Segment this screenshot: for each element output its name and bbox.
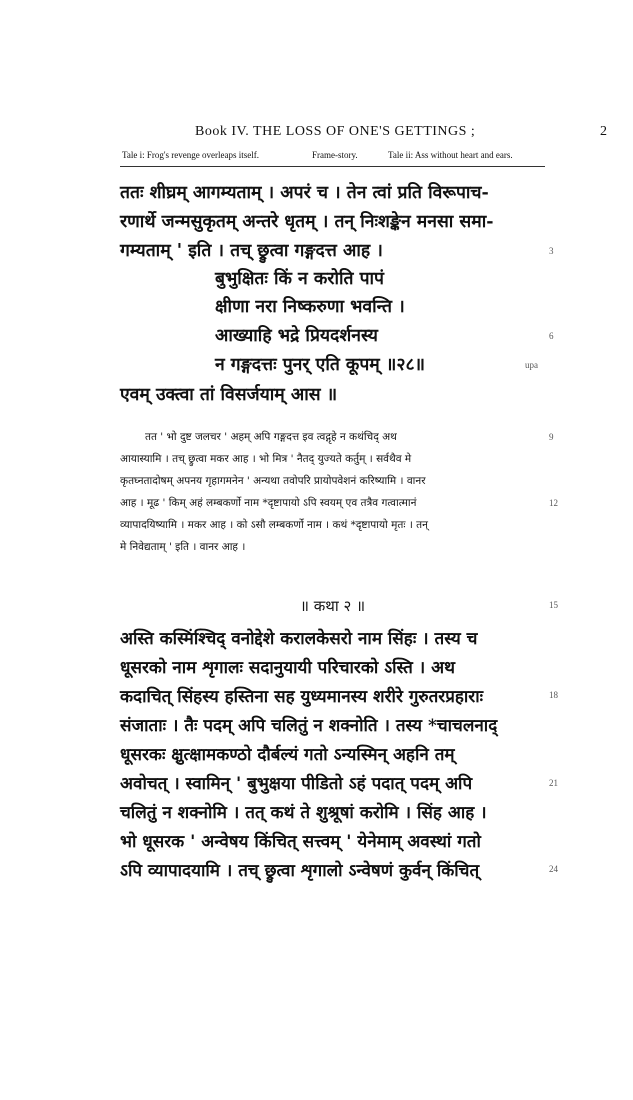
page-number: 2 [600, 124, 607, 139]
story-line: अस्ति कस्मिंश्चिद् वनोद्देशे करालकेसरो नाम सिंहः । तस्य च [120, 629, 478, 649]
line-number: 18 [549, 690, 558, 700]
story-line: संजाताः । तैः पदम् अपि चलितुं न शक्नोति । तस्य *चाचलनाद् [120, 716, 498, 736]
line-number: 9 [549, 432, 554, 442]
line-number: 6 [549, 331, 554, 341]
small-text-line: व्यापादयिष्यामि । मकर आह । को ऽसौ लम्बकर्णो नाम । कथं *दृष्टापायो मृतः । तन् [120, 519, 428, 531]
text-line: एवम् उक्त्वा तां विसर्जयाम् आस ॥ [120, 385, 338, 405]
line-number: 3 [549, 246, 554, 256]
story-line: धूसरको नाम शृगालः सदानुयायी परिचारको ऽस्ति । अथ [120, 658, 456, 678]
story-line: अवोचत् । स्वामिन् ' बुभुक्षया पीडितो ऽहं पदात् पदम् अपि [120, 774, 473, 794]
line-number: 21 [549, 778, 558, 788]
story-line: कदाचित् सिंहस्य हस्तिना सह युध्यमानस्य शरीरे गुरुतरप्रहाराः [120, 687, 484, 707]
verse-line: आख्याहि भद्रे प्रियदर्शनस्य [215, 326, 378, 346]
text-line: गम्यताम् ' इति । तच् छ्रुत्वा गङ्गदत्त आह । [120, 241, 383, 261]
story-line: भो धूसरक ' अन्वेषय किंचित् सत्त्वम् ' येनेमाम् अवस्थां गतो [120, 832, 481, 852]
subheader-right: Tale ii: Ass without heart and ears. [388, 150, 513, 160]
verse-line: न गङ्गदत्तः पुनर् एति कूपम् ॥२८॥ [215, 355, 426, 375]
line-number: 12 [549, 498, 558, 508]
small-text-line: आयास्यामि । तच् छ्रुत्वा मकर आह । भो मित्र ' नैतद् युज्यते कर्तुम् । सर्वथैव मे [120, 453, 412, 465]
text-line: ततः शीघ्रम् आगम्यताम् । अपरं च । तेन त्वां प्रति विरूपाच- [120, 183, 489, 203]
story-line: धूसरकः क्षुत्क्षामकण्ठो दौर्बल्यं गतो ऽन्यस्मिन् अहनि तम् [120, 745, 455, 765]
line-number: 24 [549, 864, 558, 874]
story-line: चलितुं न शक्नोमि । तत् कथं ते शुश्रूषां करोमि । सिंह आह । [120, 803, 487, 823]
small-text-line: मे निवेद्यताम् ' इति । वानर आह । [120, 541, 246, 553]
header-rule [120, 166, 545, 167]
line-number: 15 [549, 600, 558, 610]
story-line: ऽपि व्यापादयामि । तच् छ्रुत्वा शृगालो ऽन्वेषणं कुर्वन् किंचित् [120, 861, 480, 881]
small-text-line: आह । मूढ ' किम् अहं लम्बकर्णो नाम *दृष्टापायो ऽपि स्वयम् एव तत्रैव गत्वात्मानं [120, 497, 417, 509]
subheader-mid: Frame-story. [312, 150, 358, 160]
verse-line: बुभुक्षितः किं न करोति पापं [215, 269, 384, 289]
running-header: Book IV. THE LOSS OF ONE'S GETTINGS ; [195, 124, 476, 139]
small-text-line: कृतघ्नतादोषम् अपनय गृहागमनेन ' अन्यथा तवोपरि प्रायोपवेशनं करिष्यामि । वानर [120, 475, 426, 487]
small-text-line: तत ' भो दुष्ट जलचर ' अहम् अपि गङ्गदत्त इव त्वद्गृहे न कथंचिद् अथ [145, 431, 397, 443]
subheader-left: Tale i: Frog's revenge overleaps itself. [122, 150, 259, 160]
story-title: ॥ कथा २ ॥ [300, 597, 366, 615]
verse-line: क्षीणा नरा निष्करुणा भवन्ति । [215, 297, 405, 317]
meter-label: upa [525, 360, 538, 370]
text-line: रणार्थे जन्मसुकृतम् अन्तरे धृतम् । तन् निःशङ्केन मनसा समा- [120, 212, 494, 232]
